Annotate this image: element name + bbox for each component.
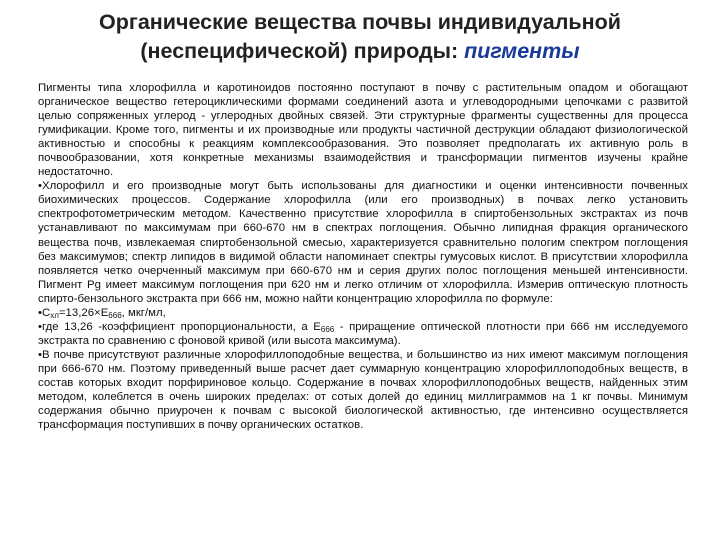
where-sub-666: 666 — [320, 324, 335, 334]
title-accent: пигменты — [464, 39, 580, 63]
formula-sub-666: 666 — [108, 310, 122, 320]
where-pre: •где 13,26 -коэффициент пропорциональности, а Е — [38, 320, 321, 333]
title-line-1: Органические вещества почвы индивидуальной — [99, 10, 621, 34]
formula-pre: •С — [38, 306, 51, 319]
formula-sub-chl: хл — [50, 310, 59, 320]
paragraph-pigments-intro: Пигменты типа хлорофилла и каротиноидов постоянно поступают в почву с растительным опадом и обогащают органическое вещество гетероциклическими формами соединений азота и углеводородными цепочками с развитой целью сопряженных углерод - углеродных двойных связей. Эти структурные фрагменты существенны для процесса гумификации. Кроме того, пигменты и их производные или продукты частичной деструкции обладают физиологической активностью и способны к реакциям комплексообразования. Это позволяет предполагать их активную роль в почвообразовании, хотя конкретные механизмы взаимодействия и трансформации пигментов изучены крайне недостаточно. — [38, 82, 688, 179]
formula-line — [38, 306, 688, 320]
formula-explanation — [38, 320, 688, 348]
paragraph-chlorophyll-like: •В почве присутствуют различные хлорофиллоподобные вещества, и большинство из них имеют максимум поглощения при 666-670 нм. Поэтому приведенный выше расчет дает суммарную концентрацию хлорофиллоподобных веществ, в состав которых входит порфириновое кольцо. Содержание в почвах хлорофиллоподобных веществ, найденных этим методом, колеблется в очень широких пределах: от сотых долей до единиц миллиграммов на 1 кг почвы. Минимум содержания обычно приурочен к почвам с высокой биологической активностью, где интенсивно осуществляется трансформация поступивших в почву органических остатков. — [38, 348, 688, 432]
slide-body — [38, 81, 688, 432]
where-post: - приращение оптической плотности при 666 нм исследуемого экстракта по сравнению с фоновой кривой (или высота максимума). — [38, 320, 688, 347]
title-line-2-text: (неспецифической) природы: — [140, 39, 465, 63]
title-line-2 — [40, 37, 680, 66]
slide-title — [40, 8, 680, 66]
formula-post: , мкг/мл, — [121, 306, 166, 319]
paragraph-chlorophyll-diagnostics: •Хлорофилл и его производные могут быть использованы для диагностики и оценки интенсивности почвенных биохимических процессов. Содержание хлорофилла (или его производных) в почвах легко установить спектрофотометрическим методом. Качественно присутствие хлорофилла в спиртобензольных экстрактах из почв устанавливают по максимумам при 660-670 нм в спектрах поглощения. Обычно липидная фракция органического вещества почв, извлекаемая спиртобензольной смесью, характеризуется сравнительно пологим спектром поглощения без максимумов; спектр липидов в видимой области напоминает спектры гумусовых кислот. В присутствии хлорофилла появляется четко очерченный максимум при 660-670 нм и серия других полос поглощения меньшей интенсивности. Пигмент Pg имеет максимум поглощения при 620 нм и легко отличим от хлорофилла. Измерив оптическую плотность спирто-бензольного экстракта при 666 нм, можно найти концентрацию хлорофилла по формуле: — [38, 180, 688, 305]
formula-mid: =13,26×Е — [58, 306, 109, 319]
